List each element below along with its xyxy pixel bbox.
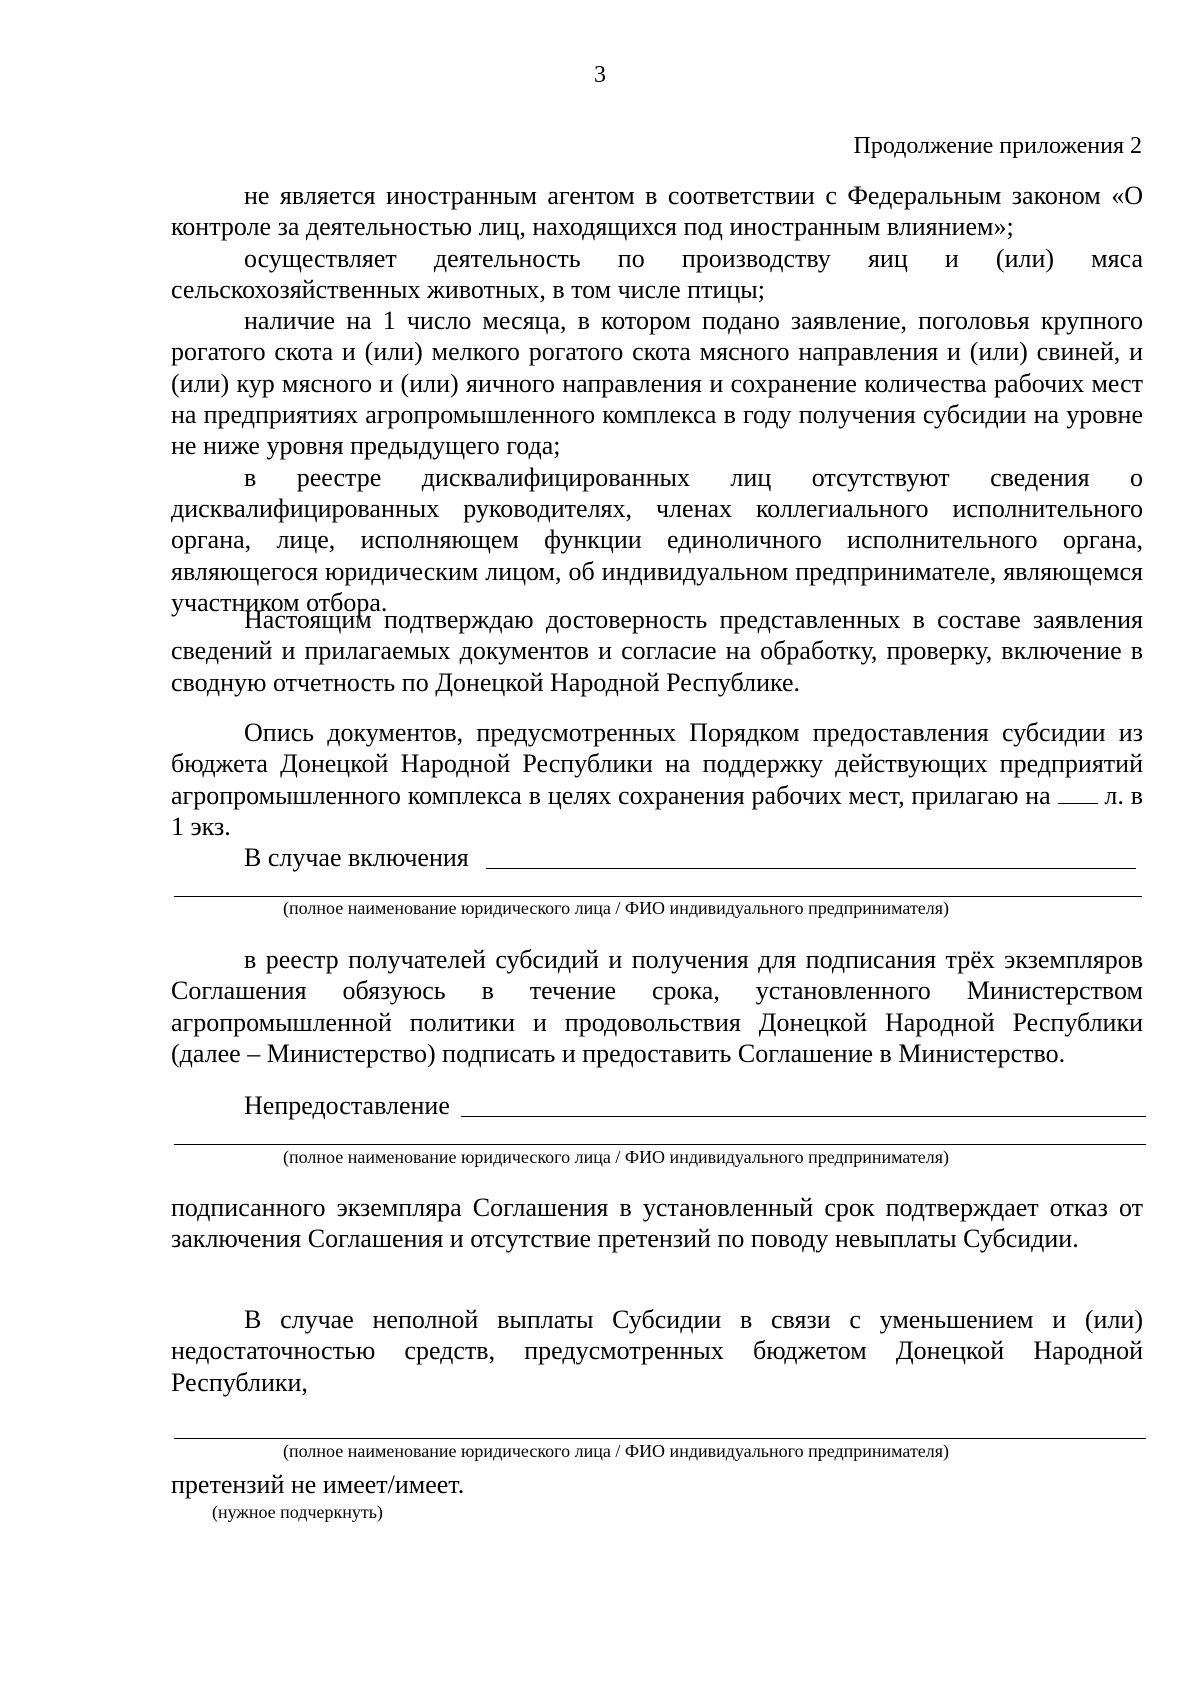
signed-copy-block	[171, 1192, 1143, 1255]
inclusion-name-field-line-2[interactable]	[174, 896, 1142, 897]
registry-obligation-block	[171, 944, 1143, 1069]
paragraph-production-activity: осуществляет деятельность по производству яиц и (или) мяса сельскохозяйственных животных, в том числе птицы;	[171, 243, 1143, 304]
paragraph-partial-payment: В случае неполной выплаты Субсидии в связи с уменьшением и (или) недостаточностью средств, предусмотренных бюджетом Донецкой Народной Республики,	[171, 1305, 1143, 1397]
paragraph-registry-obligation: в реестр получателей субсидий и получения для подписания трёх экземпляров Соглашения обязуюсь в течение срока, установленного Министерством агропромышленной политики и продовольствия Донецкой Народной Республики (далее – Министерство) подписать и предоставить Соглашение в Министерство.	[171, 945, 1143, 1068]
page-number: 3	[594, 62, 606, 88]
paragraph-signed-copy: подписанного экземпляра Соглашения в установленный срок подтверждает отказ от заключения Соглашения и отсутствие претензий по поводу невыплаты Субсидии.	[171, 1193, 1143, 1254]
paragraph-disqualified-registry: в реестре дисквалифицированных лиц отсутствуют сведения о дисквалифицированных руководителях, членах коллегиального исполнительного органа, лице, исполняющем функции единоличного исполнительного органа, являющегося юридическим лицом, об индивидуальном предпринимателе, являющемся участником отбора.	[171, 462, 1143, 617]
entity-name-caption-2: (полное наименование юридического лица / ФИО индивидуального предпринимателя)	[283, 1147, 950, 1167]
paragraph-inventory	[171, 717, 1143, 842]
confirmation-block	[171, 604, 1143, 698]
sheet-count-field[interactable]	[1058, 780, 1098, 804]
partial-payment-block	[171, 1304, 1143, 1398]
inclusion-name-field-line-1[interactable]	[486, 868, 1136, 869]
conditions-block	[171, 180, 1143, 618]
inclusion-label: В случае включения	[244, 843, 469, 872]
paragraph-livestock-jobs: наличие на 1 число месяца, в котором подано заявление, поголовья крупного рогатого скота и (или) мелкого рогатого скота мясного направления и (или) свиней, и (или) кур мясного и (или) яичного направления и сохранение количества рабочих мест на предприятиях агропромышленного комплекса в году получения субсидии на уровне не ниже уровня предыдущего года;	[171, 306, 1143, 461]
underline-note: (нужное подчеркнуть)	[212, 1502, 383, 1522]
entity-name-caption-3: (полное наименование юридического лица / ФИО индивидуального предпринимателя)	[283, 1441, 950, 1461]
non-provision-label: Непредоставление	[244, 1091, 450, 1120]
non-provision-name-field-line-1[interactable]	[461, 1116, 1146, 1117]
paragraph-confirmation: Настоящим подтверждаю достоверность представленных в составе заявления сведений и прилагаемых документов и согласие на обработку, проверку, включение в сводную отчетность по Донецкой Народной Республике.	[171, 605, 1143, 697]
paragraph-foreign-agent: не является иностранным агентом в соответствии с Федеральным законом «О контроле за деятельностью лиц, находящихся под иностранным влиянием»;	[171, 181, 1143, 242]
inventory-block	[171, 717, 1143, 842]
claims-statement: претензий не имеет/имеет.	[171, 1470, 465, 1499]
non-provision-name-field-line-2[interactable]	[174, 1144, 1146, 1145]
inventory-copies-text: л. в 1 экз.	[171, 780, 1143, 841]
inventory-text: Опись документов, предусмотренных Порядком предоставления субсидии из бюджета Донецкой Народной Республики на поддержку действующих предприятий агропромышленного комплекса в целях сохранения рабочих мест, прилагаю на	[171, 718, 1143, 810]
partial-payment-name-field-line[interactable]	[174, 1438, 1146, 1439]
entity-name-caption-1: (полное наименование юридического лица / ФИО индивидуального предпринимателя)	[283, 898, 950, 918]
appendix-continuation-note: Продолжение приложения 2	[853, 133, 1142, 159]
